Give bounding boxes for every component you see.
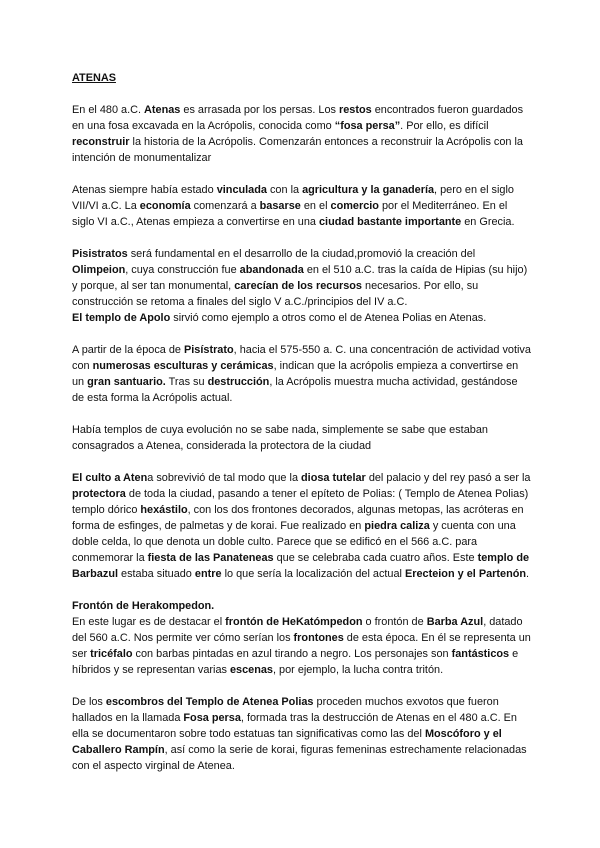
bold-text: hexástilo bbox=[140, 504, 188, 516]
text-run: proceden muchos exvotos que fueron hallados en la llamada bbox=[72, 696, 499, 724]
bold-text: economía bbox=[139, 200, 191, 212]
bold-text: fiesta de las Panateneas bbox=[147, 552, 274, 564]
bold-text: escombros del Templo de Atenea Polias bbox=[105, 696, 314, 708]
text-run: con barbas pintadas en azul tirando a negro. Los personajes son bbox=[132, 648, 452, 660]
bold-text: Moscóforo y el Caballero Rampín bbox=[72, 728, 502, 756]
bold-text: Pisistratos bbox=[72, 248, 128, 260]
text-run: , pero en el siglo VII/VI a.C. La bbox=[72, 184, 514, 212]
text-run: necesarios. Por ello, su construcción se retoma a finales del siglo V a.C./principios del IV a.C. bbox=[72, 280, 479, 308]
bold-text: tricéfalo bbox=[90, 648, 133, 660]
text-run: en Grecia. bbox=[461, 216, 515, 228]
paragraph bbox=[72, 614, 532, 678]
bold-text: templo de Barbazul bbox=[72, 552, 530, 580]
document-page bbox=[72, 70, 532, 790]
bold-text: El templo de Apolo bbox=[72, 312, 171, 324]
text-run: De los bbox=[72, 696, 106, 708]
text-run: , hacia el 575-550 a. C. una concentración de actividad votiva con bbox=[72, 344, 531, 372]
paragraph bbox=[72, 470, 532, 582]
paragraph bbox=[72, 342, 532, 406]
text-run: a sobrevivió de tal modo que la bbox=[147, 472, 302, 484]
text-run: de toda la ciudad, pasando a tener el epíteto de Polias: ( Templo de Atenea Polias) templo dórico bbox=[72, 488, 529, 516]
text-run: En este lugar es de destacar el bbox=[72, 616, 226, 628]
text-run: encontrados fueron guardados en una fosa excavada en la Acrópolis, conocida como bbox=[72, 104, 524, 132]
text-run: . Por ello, es difícil bbox=[400, 120, 489, 132]
text-run: , cuya construcción fue bbox=[125, 264, 240, 276]
text-run: en el bbox=[300, 200, 331, 212]
text-run: es arrasada por los persas. Los bbox=[180, 104, 339, 116]
text-run: , así como la serie de korai, figuras femeninas estrechamente relacionadas con el aspecto virginal de Atenea. bbox=[72, 744, 527, 772]
text-run: de esta época. En él se representa un ser bbox=[72, 632, 531, 660]
bold-text: piedra caliza bbox=[364, 520, 430, 532]
text-run: , por ejemplo, la lucha contra tritón. bbox=[273, 664, 444, 676]
bold-text: frontón de HeKatómpedon bbox=[225, 616, 363, 628]
paragraph bbox=[72, 102, 532, 166]
bold-text: restos bbox=[338, 104, 372, 116]
bold-text: vinculada bbox=[216, 184, 267, 196]
text-run: que se celebraba cada cuatro años. Este bbox=[273, 552, 478, 564]
text-run: , con los dos frontones decorados, algunas metopas, las acróteras en forma de esfinges, de palmetas y de korai. Fue realizado en bbox=[72, 504, 524, 532]
text-run: estaba situado bbox=[118, 568, 195, 580]
bold-text: Barba Azul bbox=[426, 616, 484, 628]
bold-text: reconstruir bbox=[72, 136, 130, 148]
paragraph bbox=[72, 422, 532, 454]
bold-text: “fosa persa” bbox=[334, 120, 401, 132]
text-run: y cuenta con una doble celda, lo que denota un doble culto. Parece que se edificó en el 566 a.C. para conmemorar la bbox=[72, 520, 516, 564]
text-run: será fundamental en el desarrollo de la ciudad,promovió la creación del bbox=[127, 248, 476, 260]
bold-text: Olimpeion bbox=[72, 264, 126, 276]
text-run: o frontón de bbox=[362, 616, 427, 628]
text-run: comenzará a bbox=[190, 200, 260, 212]
bold-text: escenas bbox=[230, 664, 273, 676]
bold-text: Atenas bbox=[144, 104, 181, 116]
bold-text: Fosa persa bbox=[183, 712, 241, 724]
text-run: A partir de la época de bbox=[72, 344, 185, 356]
document-title: ATENAS bbox=[72, 72, 116, 84]
bold-text: agricultura y la ganadería bbox=[302, 184, 435, 196]
bold-text: comercio bbox=[330, 200, 379, 212]
bold-text: protectora bbox=[72, 488, 126, 500]
text-run: . bbox=[526, 568, 530, 580]
text-run: con la bbox=[266, 184, 303, 196]
text-run: , la Acrópolis muestra mucha actividad, gestándose de esta forma la Acrópolis actual. bbox=[72, 376, 518, 404]
text-run: Tras su bbox=[165, 376, 208, 388]
bold-text: entre bbox=[194, 568, 222, 580]
paragraph bbox=[72, 246, 532, 326]
text-run: en el 510 a.C. tras la caída de Hipias (su hijo) y porque, al ser tan monumental, bbox=[72, 264, 528, 292]
bold-text: abandonada bbox=[239, 264, 304, 276]
bold-text: frontones bbox=[293, 632, 344, 644]
bold-text: numerosas esculturas y cerámicas bbox=[92, 360, 274, 372]
bold-text: diosa tutelar bbox=[301, 472, 366, 484]
section-heading: Frontón de Herakompedon. bbox=[72, 600, 215, 612]
text-run: por el Mediterráneo. En el siglo VI a.C., Atenas empieza a convertirse en una bbox=[72, 200, 508, 228]
text-run: , formada tras la destrucción de Atenas en el 480 a.C. En ella se documentaron sobre todo estatuas tan significativas como las del bbox=[72, 712, 517, 740]
bold-text: destrucción bbox=[207, 376, 270, 388]
bold-text: El culto a Aten bbox=[72, 472, 148, 484]
bold-text: fantásticos bbox=[451, 648, 510, 660]
bold-text: basarse bbox=[259, 200, 301, 212]
text-run: , indican que la acrópolis empieza a convertirse en un bbox=[72, 360, 519, 388]
bold-text: carecían de los recursos bbox=[234, 280, 362, 292]
text-run: e híbridos y se representan varias bbox=[72, 648, 519, 676]
text-run: Había templos de cuya evolución no se sabe nada, simplemente se sabe que estaban consagrados a Atenea, considerada la protectora de la ciudad bbox=[72, 424, 488, 452]
paragraph bbox=[72, 182, 532, 230]
bold-text: ciudad bastante importante bbox=[319, 216, 462, 228]
text-run: En el 480 a.C. bbox=[72, 104, 145, 116]
bold-text: gran santuario. bbox=[87, 376, 166, 388]
text-run: lo que sería la localización del actual bbox=[221, 568, 405, 580]
bold-text: Erecteion y el Partenón bbox=[404, 568, 527, 580]
text-run: , datado del 560 a.C. Nos permite ver cómo serían los bbox=[72, 616, 523, 644]
text-run: la historia de la Acrópolis. Comenzarán entonces a reconstruir la Acrópolis con la intención de monumentalizar bbox=[72, 136, 523, 164]
paragraph bbox=[72, 694, 532, 774]
bold-text: Pisístrato bbox=[184, 344, 234, 356]
text-run: Atenas siempre había estado bbox=[72, 184, 217, 196]
text-run: del palacio y del rey pasó a ser la bbox=[365, 472, 531, 484]
text-run: sirvió como ejemplo a otros como el de Atenea Polias en Atenas. bbox=[170, 312, 487, 324]
intro-paragraphs bbox=[72, 102, 532, 582]
